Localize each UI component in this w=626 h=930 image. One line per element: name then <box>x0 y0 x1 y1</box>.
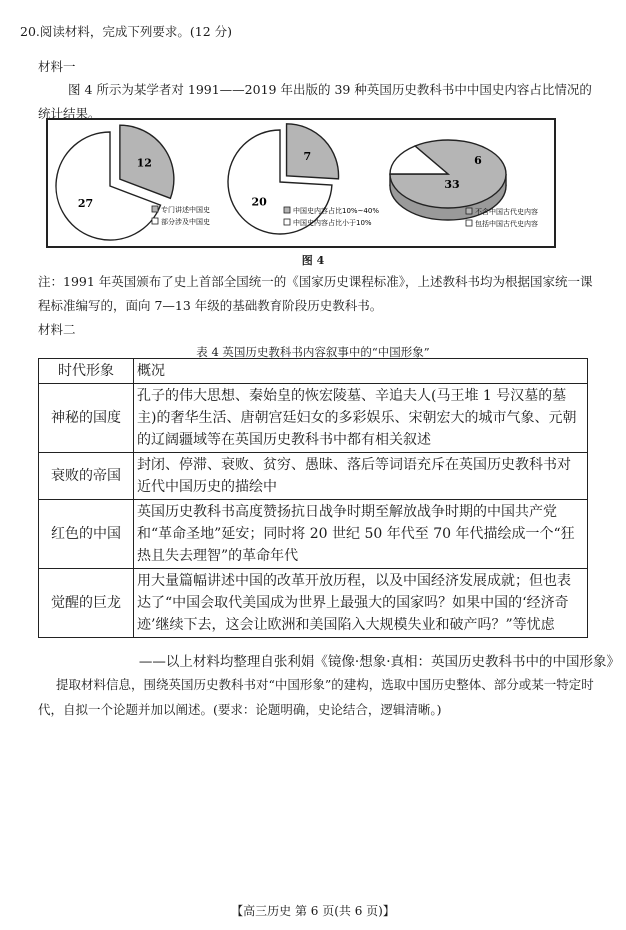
pie-chart-3 <box>390 140 538 228</box>
table-row <box>39 569 588 638</box>
table-cell: 孔子的伟大思想、秦始皇的恢宏陵墓、辛追夫人(马王堆 1 号汉墓的墓主)的奢华生活、唐朝宫廷妇女的多彩娱乐、宋朝宏大的城市气象、元朝的辽阔疆域等在英国历史教科书中都有相关叙述 <box>134 384 588 453</box>
table-cell: 用大量篇幅讲述中国的改革开放历程，以及中国经济发展成就；但也表达了“中国会取代美国成为世界上最强大的国家吗？如果中国的‘经济奇迹’继续下去，这会让欧洲和美国陷入大规模失业和破产吗？”等忧虑 <box>134 569 588 638</box>
source-citation: ——以上材料均整理自张利娟《镜像·想象·真相：英国历史教科书中的中国形象》 <box>138 654 620 670</box>
legend-label: 部分涉及中国史 <box>161 218 210 226</box>
pie-slice <box>287 124 339 179</box>
pie-chart-1 <box>56 125 210 240</box>
legend-swatch <box>284 207 290 213</box>
pie-value-label: 27 <box>77 196 94 210</box>
pie-charts-figure <box>48 120 554 246</box>
legend-swatch <box>466 208 472 214</box>
material1-label: 材料一 <box>38 59 76 74</box>
page-footer: 【高三历史 第 6 页(共 6 页)】 <box>231 904 395 918</box>
legend-swatch <box>466 220 472 226</box>
pie-chart-2 <box>228 124 379 234</box>
figure-4 <box>46 118 556 248</box>
material1-text: 图 4 所示为某学者对 1991——2019 年出版的 39 种英国历史教科书中中国史内容占比情况的统计结果。 <box>38 82 592 121</box>
question-title: 20.阅读材料，完成下列要求。(12 分) <box>20 24 233 39</box>
task-prompt: 提取材料信息，围绕英国历史教科书对“中国形象”的建构，选取中国历史整体、部分或某一特定时代，自拟一个论题并加以阐述。(要求：论题明确，史论结合，逻辑清晰。) <box>38 677 594 717</box>
table-header: 时代形象 <box>39 359 134 384</box>
pie-value-label: 12 <box>136 156 152 170</box>
table-header: 概况 <box>134 359 588 384</box>
pie-value-label: 33 <box>444 178 460 191</box>
legend-label: 中国史内容占比10%~40% <box>293 207 379 215</box>
pie-value-label: 6 <box>474 154 482 167</box>
legend-label: 中国史内容占比小于10% <box>293 219 372 227</box>
legend-swatch <box>152 206 158 212</box>
table-cell: 红色的中国 <box>39 500 134 569</box>
table-cell: 神秘的国度 <box>39 384 134 453</box>
table-cell: 英国历史教科书高度赞扬抗日战争时期至解放战争时期的中国共产党和“革命圣地”延安；同时将 20 世纪 50 年代至 70 年代描绘成一个“狂热且失去理智”的革命年代 <box>134 500 588 569</box>
material2-label: 材料二 <box>38 322 76 337</box>
note: 注：1991 年英国颁布了史上首部全国统一的《国家历史课程标准》，上述教科书均为根据国家统一课程标准编写的，面向 7—13 年级的基础教育阶段历史教科书。 <box>38 274 593 313</box>
table-cell: 衰败的帝国 <box>39 453 134 500</box>
legend-label: 不含中国古代史内容 <box>475 208 538 216</box>
table-row <box>39 500 588 569</box>
legend-label: 专门讲述中国史 <box>161 206 210 214</box>
table-row <box>39 453 588 500</box>
legend-swatch <box>284 219 290 225</box>
figure-caption: 图 4 <box>301 254 325 267</box>
pie-value-label: 20 <box>251 195 267 209</box>
table-row <box>39 384 588 453</box>
china-image-table <box>38 358 588 638</box>
pie-value-label: 7 <box>303 150 312 164</box>
table-cell: 封闭、停滞、衰败、贫穷、愚昧、落后等词语充斥在英国历史教科书对近代中国历史的描绘中 <box>134 453 588 500</box>
table-cell: 觉醒的巨龙 <box>39 569 134 638</box>
table-caption: 表 4 英国历史教科书内容叙事中的“中国形象” <box>196 345 430 359</box>
table-header-row <box>39 359 588 384</box>
legend-swatch <box>152 218 158 224</box>
legend-label: 包括中国古代史内容 <box>475 220 538 228</box>
